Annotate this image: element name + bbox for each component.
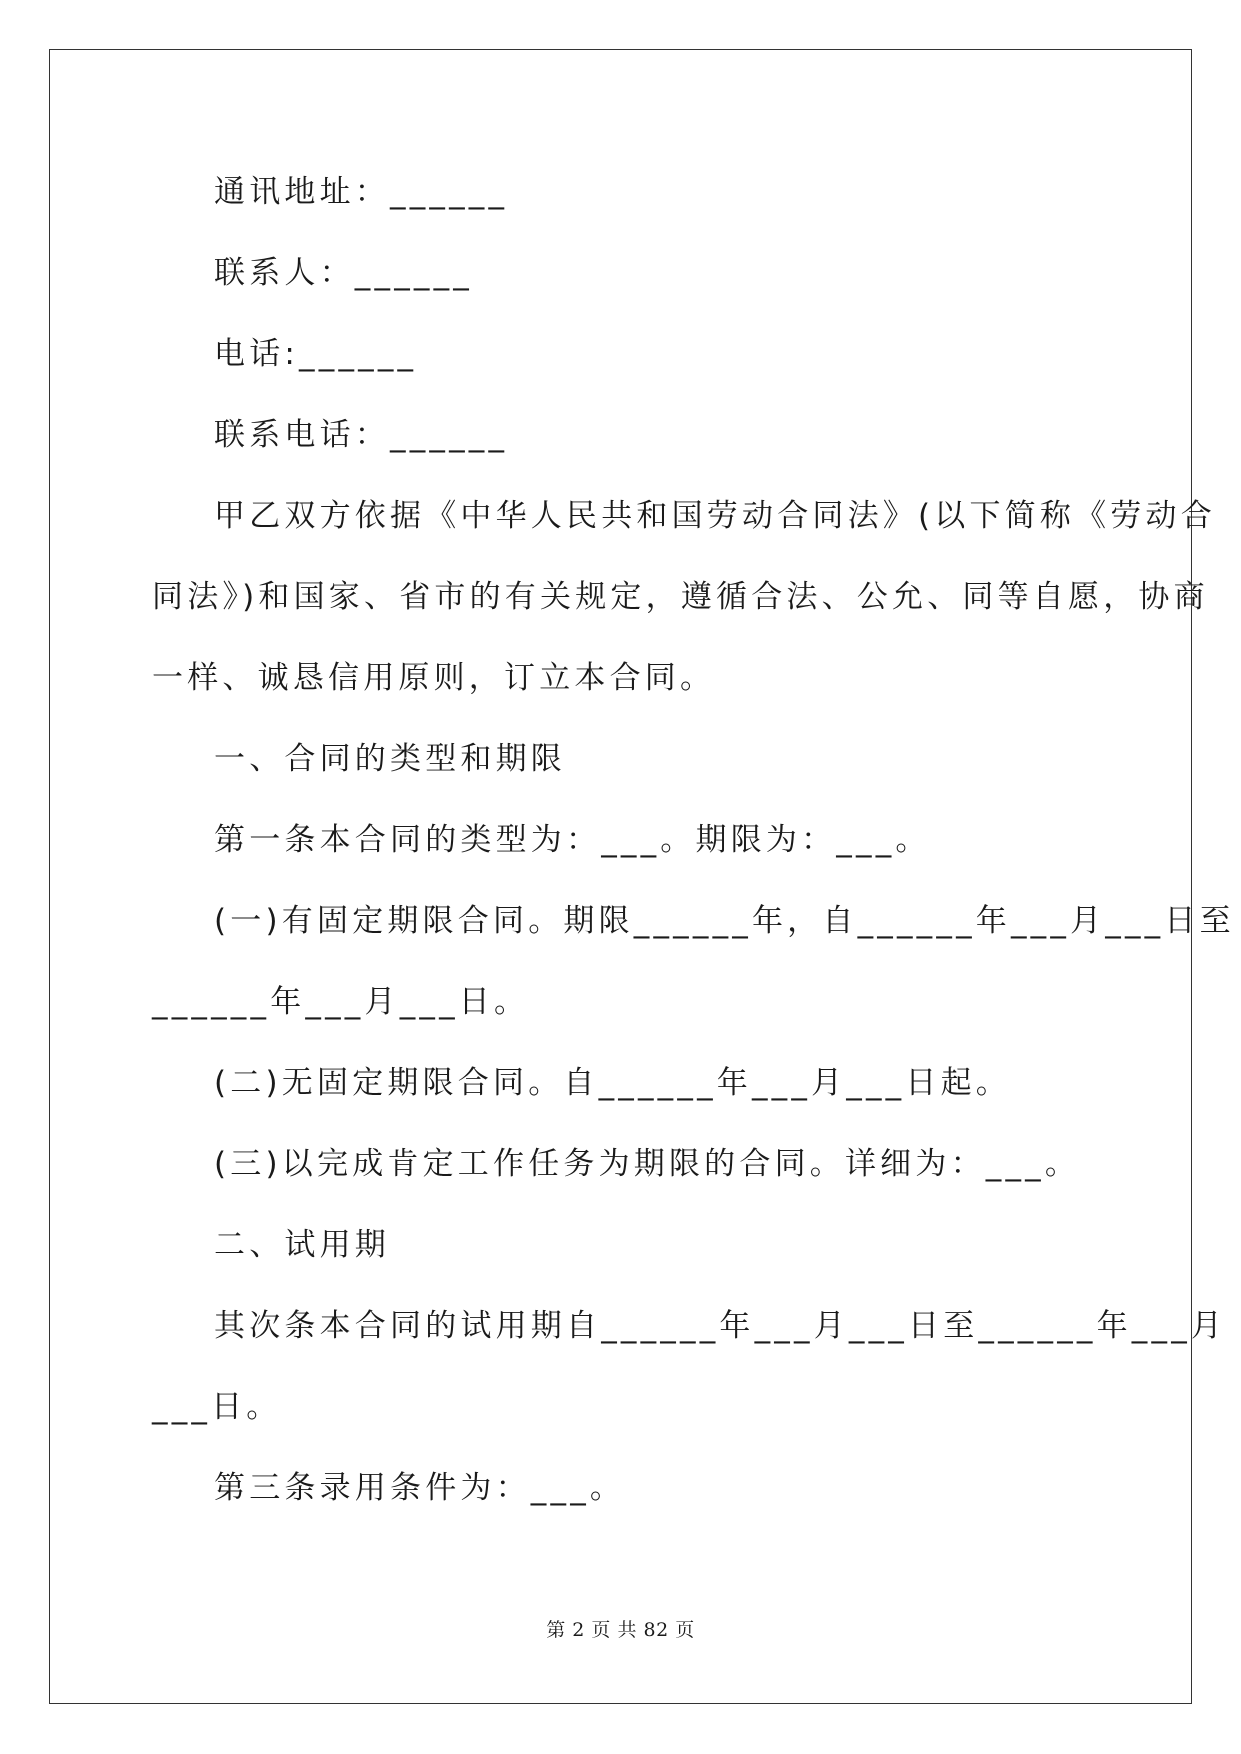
article-3: 第三条录用条件为：___。	[214, 1470, 626, 1506]
clause-1-line-1: (一)有固定期限合同。期限______年，自______年___月___日至	[214, 903, 1235, 939]
section-heading-2: 二、试用期	[214, 1227, 390, 1263]
phone-line: 电话:______	[214, 336, 418, 372]
article-2-line-2: ___日。	[152, 1389, 282, 1425]
preamble-line-1: 甲乙双方依据《中华人民共和国劳动合同法》(以下简称《劳动合	[214, 498, 1216, 534]
clause-2: (二)无固定期限合同。自______年___月___日起。	[214, 1065, 1011, 1101]
page-number-footer: 第 2 页 共 82 页	[546, 1619, 695, 1641]
contact-phone-line: 联系电话：______	[214, 417, 509, 453]
section-heading-1: 一、合同的类型和期限	[214, 741, 566, 777]
article-2-line-1: 其次条本合同的试用期自______年___月___日至______年___月	[214, 1308, 1227, 1344]
preamble-line-2: 同法》)和国家、省市的有关规定，遵循合法、公允、同等自愿，协商	[152, 579, 1209, 615]
page-frame	[49, 49, 1192, 1704]
clause-3: (三)以完成肯定工作任务为期限的合同。详细为：___。	[214, 1146, 1081, 1182]
article-1: 第一条本合同的类型为：___。期限为：___。	[214, 822, 931, 858]
clause-1-line-2: ______年___月___日。	[152, 984, 530, 1020]
address-line: 通讯地址：______	[214, 174, 509, 210]
contact-person-line: 联系人：______	[214, 255, 473, 291]
preamble-line-3: 一样、诚恳信用原则，订立本合同。	[152, 660, 716, 696]
